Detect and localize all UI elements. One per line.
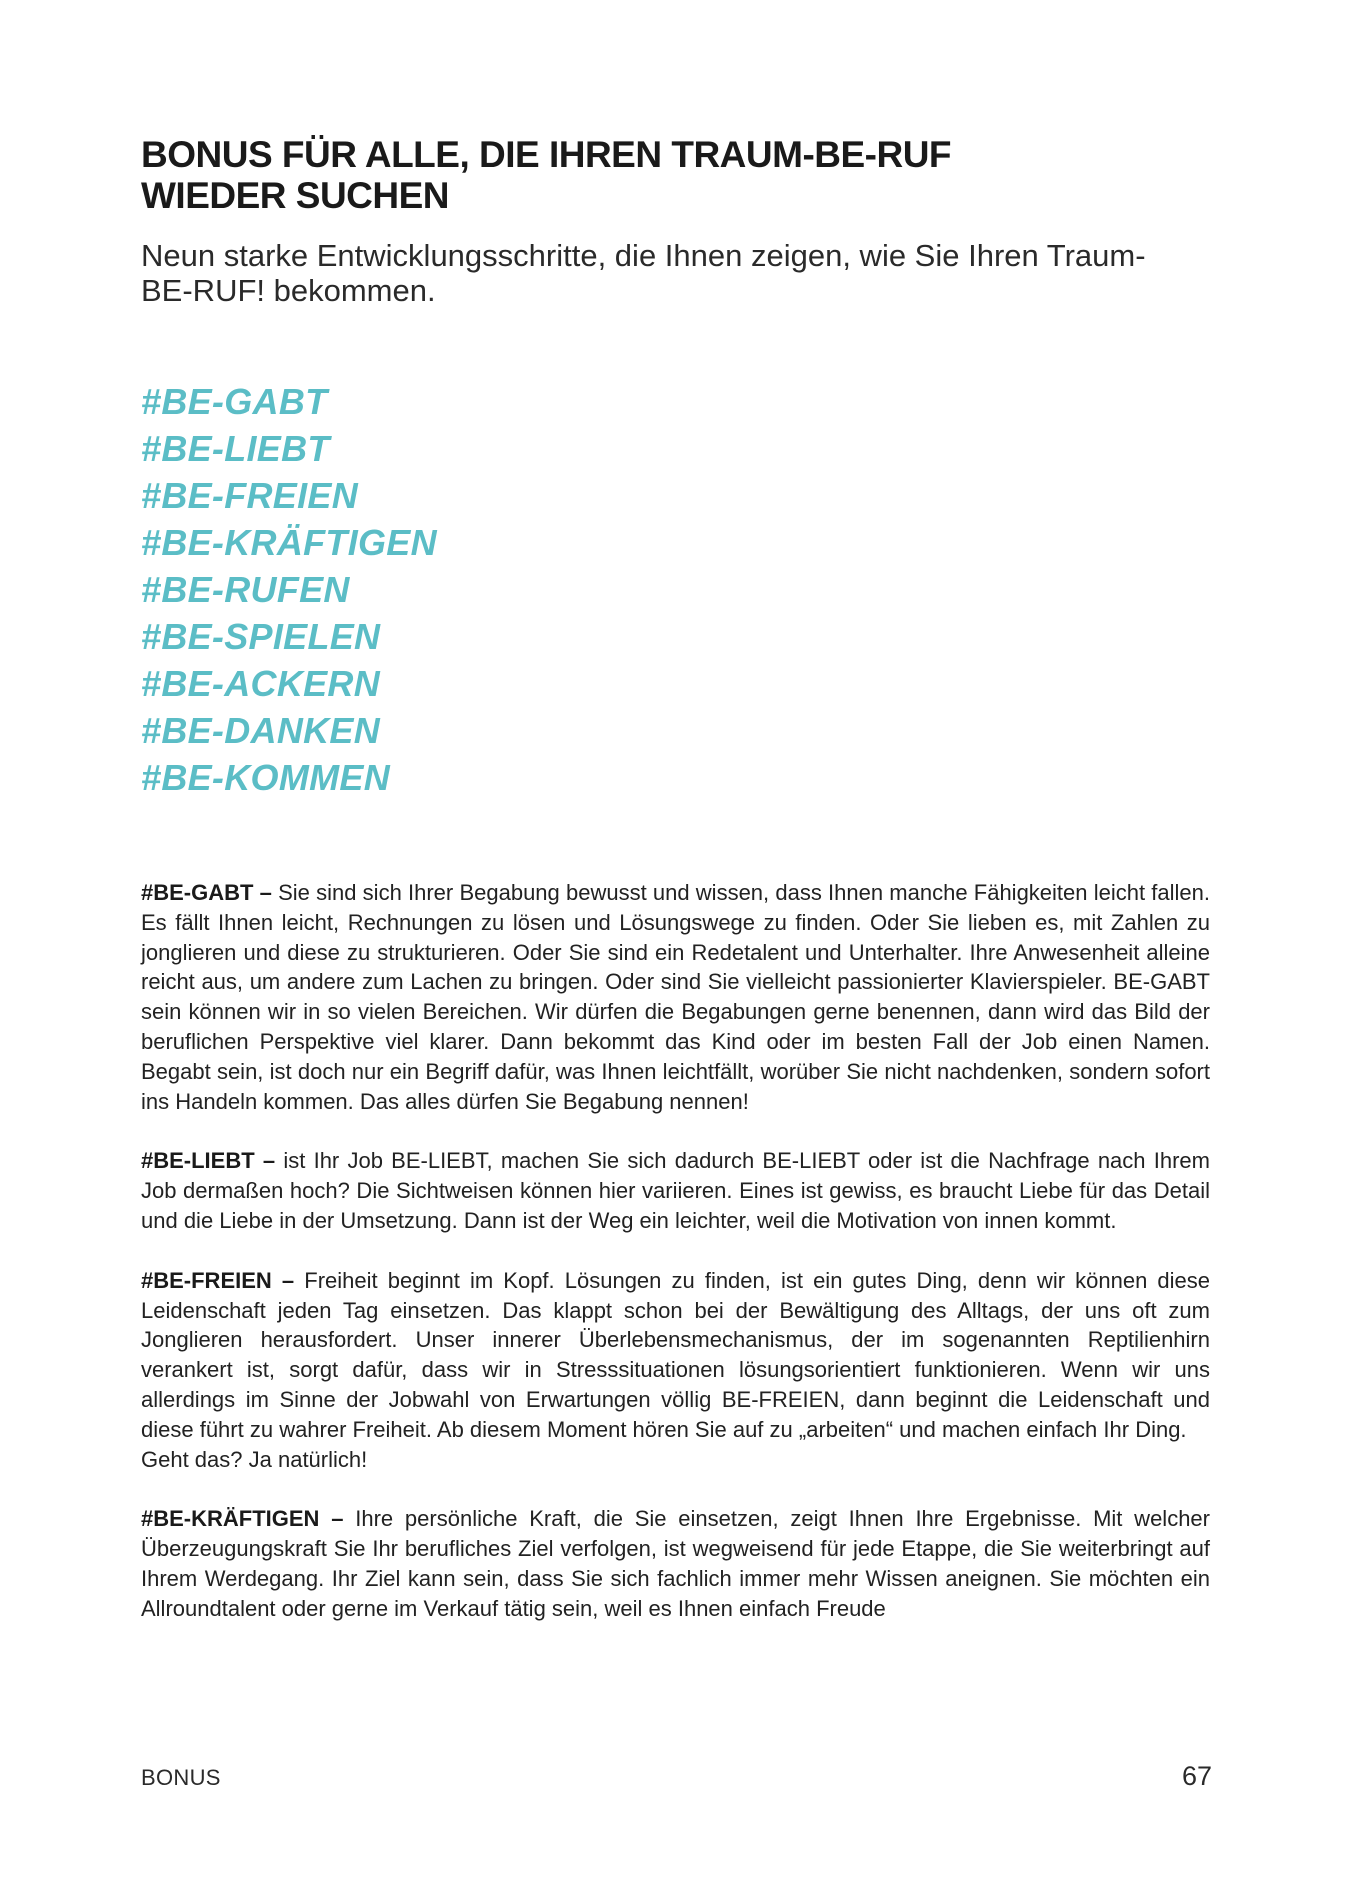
section-extra: Geht das? Ja natürlich! bbox=[141, 1446, 368, 1472]
section-be-kraeftigen bbox=[141, 1504, 1210, 1623]
section-text: Sie sind sich Ihrer Begabung bewusst und wissen, dass Ihnen manche Fähigkeiten leicht fallen. Es fällt Ihnen leicht, Rechnungen zu lösen und Lösungswege zu finden. Oder Sie lieben es, mit Zahlen zu jonglieren und diese zu strukturieren. Oder Sie sind ein Redetalent und Unterhalter. Ihre Anwesenheit alleine reicht aus, um andere zum Lachen zu bringen. Oder sind Sie vielleicht passionierter Klavierspieler. BE-GABT sein können wir in so vielen Bereichen. Wir dürfen die Begabungen gerne benennen, dann wird das Bild der beruflichen Perspektive viel klarer. Dann bekommt das Kind oder im besten Fall der Job einen Namen. Begabt sein, ist doch nur ein Begriff dafür, was Ihnen leichtfällt, worüber Sie nicht nachdenken, sondern sofort ins Handeln kommen. Das alles dürfen Sie Begabung nennen! bbox=[141, 880, 1210, 1114]
section-term: #BE-KRÄFTIGEN – bbox=[141, 1506, 344, 1532]
tag-item: #BE-DANKEN bbox=[141, 710, 381, 751]
tag-item: #BE-SPIELEN bbox=[141, 616, 381, 657]
body-text bbox=[141, 878, 1210, 1654]
subtitle-line-1: Neun starke Entwicklungsschritte, die Ihnen zeigen, wie Sie Ihren Traum- bbox=[141, 238, 1146, 273]
title-line-2: WIEDER SUCHEN bbox=[141, 175, 450, 216]
subtitle bbox=[141, 238, 1221, 308]
tag-item: #BE-LIEBT bbox=[141, 428, 330, 469]
section-term: #BE-LIEBT – bbox=[141, 1148, 276, 1174]
tag-item: #BE-KRÄFTIGEN bbox=[141, 522, 437, 563]
section-be-freien bbox=[141, 1266, 1210, 1475]
title-line-1: BONUS FÜR ALLE, DIE IHREN TRAUM-BE-RUF bbox=[141, 134, 952, 175]
tag-item: #BE-RUFEN bbox=[141, 569, 350, 610]
tag-item: #BE-FREIEN bbox=[141, 475, 359, 516]
footer-section-label: BONUS bbox=[141, 1765, 221, 1790]
tag-list bbox=[141, 378, 437, 801]
section-text: Freiheit beginnt im Kopf. Lösungen zu finden, ist ein gutes Ding, denn wir können diese Leidenschaft jeden Tag einsetzen. Das klappt schon bei der Bewältigung des Alltags, der uns oft zum Jonglieren herausfordert. Unser innerer Überlebensmechanismus, der im sogenannten Reptilienhirn verankert ist, sorgt dafür, dass wir in Stresssituationen lösungsorientiert funktionieren. Wenn wir uns allerdings im Sinne der Jobwahl von Erwartungen völlig BE-FREIEN, dann beginnt die Leidenschaft und diese führt zu wahrer Freiheit. Ab diesem Moment hören Sie auf zu „arbeiten“ und machen einfach Ihr Ding. bbox=[141, 1267, 1210, 1442]
section-text: Ihre persönliche Kraft, die Sie einsetzen, zeigt Ihnen Ihre Ergebnisse. Mit welcher Überzeugungskraft Sie Ihr berufliches Ziel verfolgen, ist wegweisend für jede Etappe, die Sie weiterbringt auf Ihrem Werdegang. Ihr Ziel kann sein, dass Sie sich fachlich immer mehr Wissen aneignen. Sie möchten ein Allroundtalent oder gerne im Verkauf tätig sein, weil es Ihnen einfach Freude bbox=[141, 1506, 1210, 1621]
subtitle-line-2: BE-RUF! bekommen. bbox=[141, 273, 436, 308]
section-be-gabt bbox=[141, 878, 1210, 1116]
page-title bbox=[141, 134, 1241, 216]
tag-item: #BE-GABT bbox=[141, 381, 328, 422]
tag-item: #BE-ACKERN bbox=[141, 663, 381, 704]
section-be-liebt bbox=[141, 1146, 1210, 1235]
section-text: ist Ihr Job BE-LIEBT, machen Sie sich dadurch BE-LIEBT oder ist die Nachfrage nach Ihrem Job dermaßen hoch? Die Sichtweisen können hier variieren. Eines ist gewiss, es braucht Liebe für das Detail und die Liebe in der Umsetzung. Dann ist der Weg ein leichter, weil die Motivation von innen kommt. bbox=[141, 1148, 1210, 1233]
section-term: #BE-GABT – bbox=[141, 880, 272, 905]
tag-item: #BE-KOMMEN bbox=[141, 757, 391, 798]
section-term: #BE-FREIEN – bbox=[141, 1267, 295, 1293]
page-number: 67 bbox=[1181, 1761, 1212, 1791]
